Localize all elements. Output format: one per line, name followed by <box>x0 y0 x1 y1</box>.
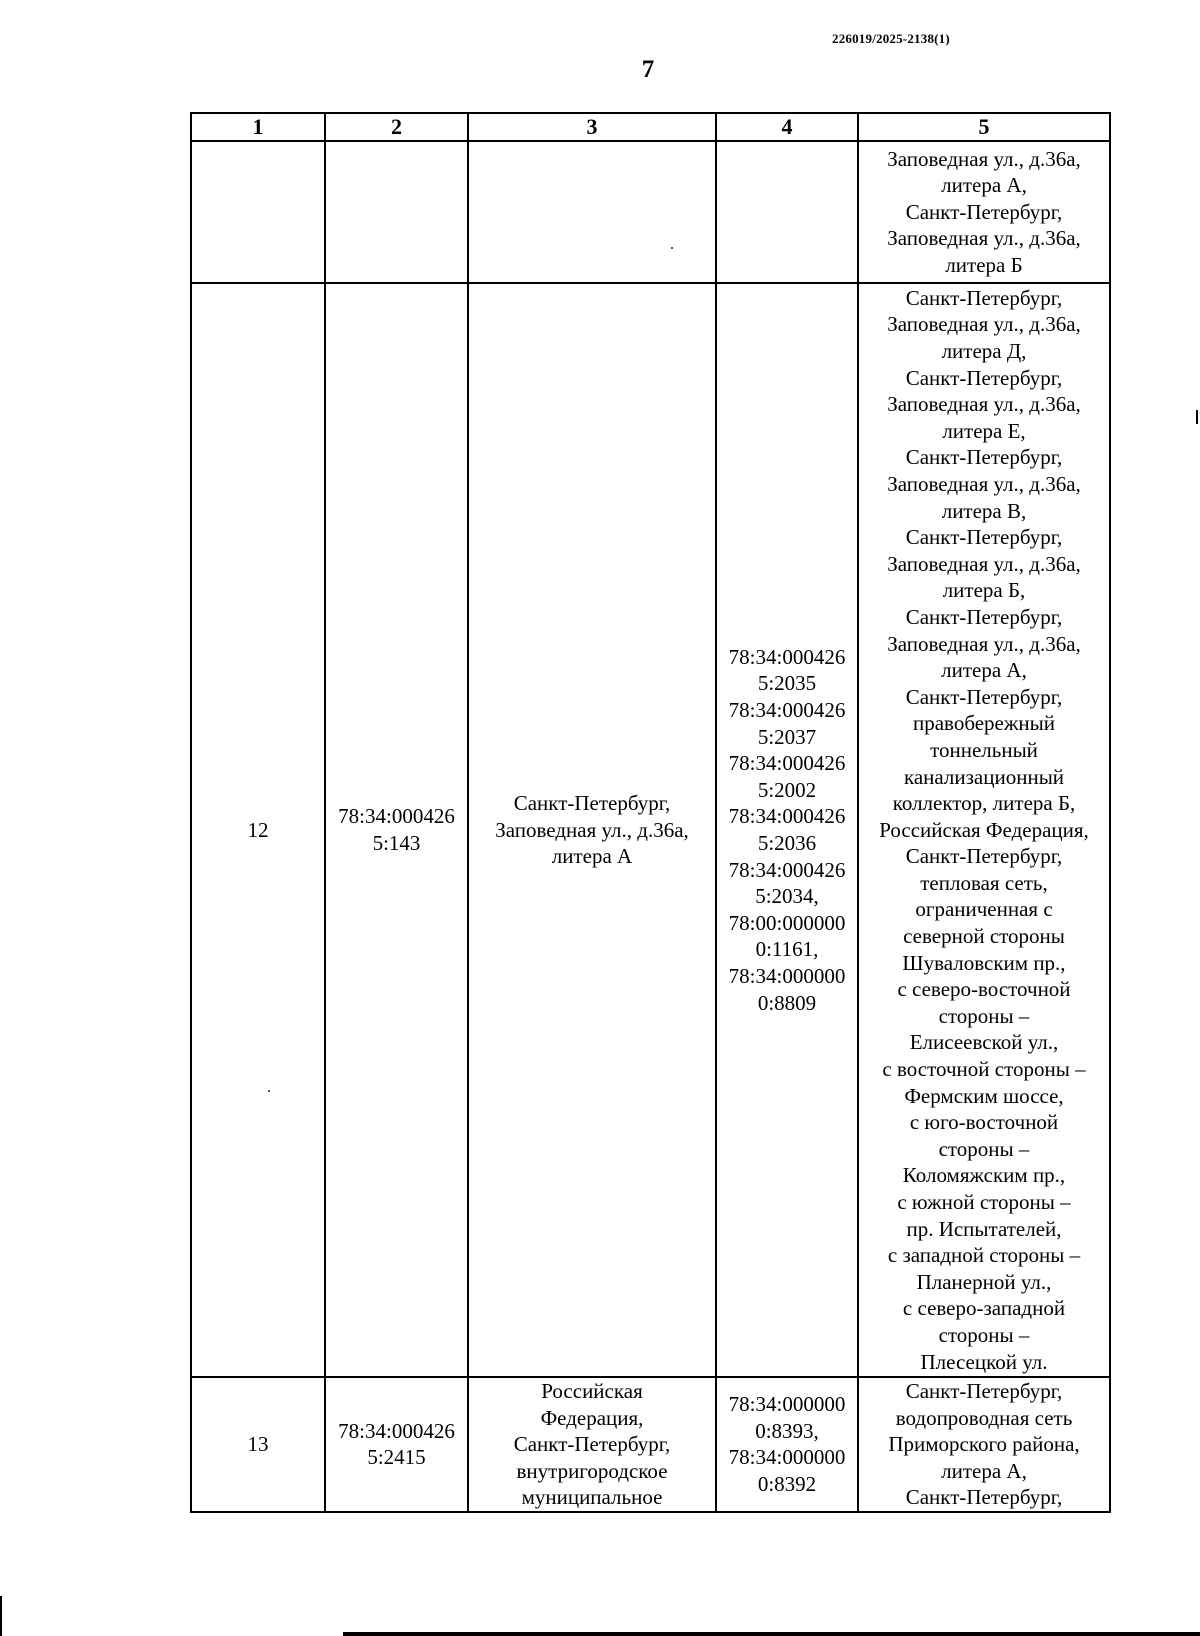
cell-line: Заповедная ул., д.36а, <box>887 551 1081 576</box>
table-row <box>191 283 1110 1377</box>
cell-line: 5:2002 <box>757 777 817 802</box>
cell-line: 0:8809 <box>757 990 817 1015</box>
scan-speck <box>671 247 673 249</box>
cell-line: Санкт-Петербург, <box>513 791 671 816</box>
cell-line: Заповедная ул., д.36а, <box>495 817 689 842</box>
cell-line: Фермским шоссе, <box>904 1083 1064 1108</box>
cell-line: 78:34:000426 <box>728 644 846 669</box>
cell-line: литера Д, <box>941 339 1027 364</box>
cell-line: Санкт-Петербург, <box>905 1485 1063 1510</box>
cell-line: водопроводная сеть <box>895 1405 1073 1430</box>
cell-line: литера А, <box>941 173 1027 198</box>
cell-line: Российская <box>541 1379 643 1403</box>
cell-line: пр. Испытателей, <box>906 1216 1062 1241</box>
cell-line: правобережный <box>913 711 1055 736</box>
cell-line: литера В, <box>941 498 1027 523</box>
cell-line: Елисеевской ул., <box>909 1030 1059 1055</box>
table-row <box>191 141 1110 283</box>
cell-line: 78:34:000426 <box>728 857 846 882</box>
cell-line: 78:34:000426 <box>338 1418 455 1443</box>
cell-line: Плесецкой ул. <box>920 1349 1048 1374</box>
cell-line: Санкт-Петербург, <box>905 199 1063 224</box>
cell-line: Российская Федерация, <box>879 817 1089 842</box>
cell-line: стороны – <box>938 1322 1030 1347</box>
cell-line: 78:34:000000 <box>728 1445 846 1470</box>
cell-line: Санкт-Петербург, <box>905 1379 1063 1403</box>
cell-line: 5:2035 <box>757 671 817 696</box>
header-col-2: 2 <box>325 113 468 141</box>
cell-line: с юго-восточной <box>909 1110 1059 1135</box>
cell-line: 78:34:000426 <box>728 751 846 776</box>
cell-line: Шуваловским пр., <box>902 950 1066 975</box>
cell-line: 78:34:000426 <box>728 804 846 829</box>
cell-line: с восточной стороны – <box>882 1057 1086 1082</box>
cadastral-number-cell <box>325 1377 468 1512</box>
cell-line: коллектор, литера Б, <box>892 791 1076 816</box>
document-number: 226019/2025-2138(1) <box>832 31 950 46</box>
cell-line: 5:2034, <box>755 884 819 909</box>
cell-line: Санкт-Петербург, <box>905 365 1063 390</box>
cell-line: литера А <box>551 844 633 869</box>
cell-line: канализационный <box>903 764 1065 789</box>
header-col-5: 5 <box>858 113 1110 141</box>
cell-line: тоннельный <box>930 737 1038 762</box>
cell-line: Планерной ул., <box>916 1269 1052 1294</box>
cell-line: 78:34:000000 <box>728 963 846 988</box>
cell-line: с южной стороны – <box>897 1190 1071 1215</box>
cell-line: литера А, <box>941 1458 1027 1483</box>
cell-line: 78:00:000000 <box>728 910 846 935</box>
header-col-1: 1 <box>191 113 325 141</box>
row-number-cell: 13 <box>191 1377 325 1512</box>
related-cadastral-numbers-cell <box>716 283 858 1377</box>
cell-line: стороны – <box>938 1003 1030 1028</box>
cell-line: с западной стороны – <box>887 1243 1081 1268</box>
address-cell <box>468 1377 716 1512</box>
scan-margin-mark <box>0 1596 2 1636</box>
cell-line: литера Е, <box>942 418 1026 443</box>
cell-line: Коломяжским пр., <box>902 1163 1066 1188</box>
header-col-4: 4 <box>716 113 858 141</box>
scan-speck <box>268 1090 270 1092</box>
header-row <box>191 113 1110 141</box>
cell-line: внутригородское <box>516 1458 668 1483</box>
cell-line: литера Б, <box>942 578 1026 603</box>
cell-line: Заповедная ул., д.36а, <box>887 631 1081 656</box>
cell-line: 78:34:000000 <box>728 1392 846 1417</box>
cadastral-number-cell <box>325 283 468 1377</box>
cell-line: Заповедная ул., д.36а, <box>887 471 1081 496</box>
cell-line: Санкт-Петербург, <box>905 285 1063 310</box>
related-cadastral-numbers-cell <box>716 141 858 283</box>
cell-line: 0:8393, <box>755 1418 819 1443</box>
cell-line: 0:8392 <box>757 1472 817 1497</box>
registry-table <box>190 112 1111 1513</box>
related-objects-address-cell <box>858 283 1110 1377</box>
cell-line: с северо-восточной <box>897 977 1071 1002</box>
cell-line: Заповедная ул., д.36а, <box>887 226 1081 251</box>
cell-line: 5:2415 <box>367 1445 426 1470</box>
cadastral-number-cell <box>325 141 468 283</box>
cell-line: Заповедная ул., д.36а, <box>887 312 1081 337</box>
cell-line: Санкт-Петербург, <box>905 844 1063 869</box>
cell-line: Заповедная ул., д.36а, <box>887 146 1081 171</box>
cell-line: Санкт-Петербург, <box>905 684 1063 709</box>
cell-line: 5:2037 <box>757 724 817 749</box>
cell-line: стороны – <box>938 1136 1030 1161</box>
cell-line: 78:34:000426 <box>338 804 455 829</box>
scan-margin-mark <box>1196 410 1198 424</box>
address-cell <box>468 283 716 1377</box>
cell-line: Санкт-Петербург, <box>905 604 1063 629</box>
cell-line: Федерация, <box>540 1405 644 1430</box>
header-col-3: 3 <box>468 113 716 141</box>
row-number-cell <box>191 141 325 283</box>
related-objects-address-cell <box>858 141 1110 283</box>
cell-line: тепловая сеть, <box>920 870 1048 895</box>
cell-line: с северо-западной <box>902 1296 1066 1321</box>
address-cell <box>468 141 716 283</box>
cell-line: 0:1161, <box>755 937 819 962</box>
related-objects-address-cell <box>858 1377 1110 1512</box>
cell-line: 5:2036 <box>757 831 817 855</box>
cell-line: 78:34:000426 <box>728 698 846 723</box>
cell-line: ограниченная с <box>915 897 1053 922</box>
cell-line: литера А, <box>941 658 1027 683</box>
cell-line: Санкт-Петербург, <box>905 525 1063 550</box>
scan-bottom-edge <box>343 1632 1200 1636</box>
cell-line: 5:143 <box>372 831 421 855</box>
table-row <box>191 1377 1110 1512</box>
cell-line: Санкт-Петербург, <box>905 445 1063 470</box>
cell-line: северной стороны <box>903 924 1065 949</box>
page-number: 7 <box>641 56 655 83</box>
cell-line: Санкт-Петербург, <box>513 1432 671 1457</box>
cell-line: муниципальное <box>521 1485 663 1510</box>
cell-line: литера Б <box>945 252 1023 277</box>
cell-line: Приморского района, <box>888 1432 1080 1457</box>
cell-line: Заповедная ул., д.36а, <box>887 392 1081 417</box>
related-cadastral-numbers-cell <box>716 1377 858 1512</box>
row-number-cell: 12 <box>191 283 325 1377</box>
